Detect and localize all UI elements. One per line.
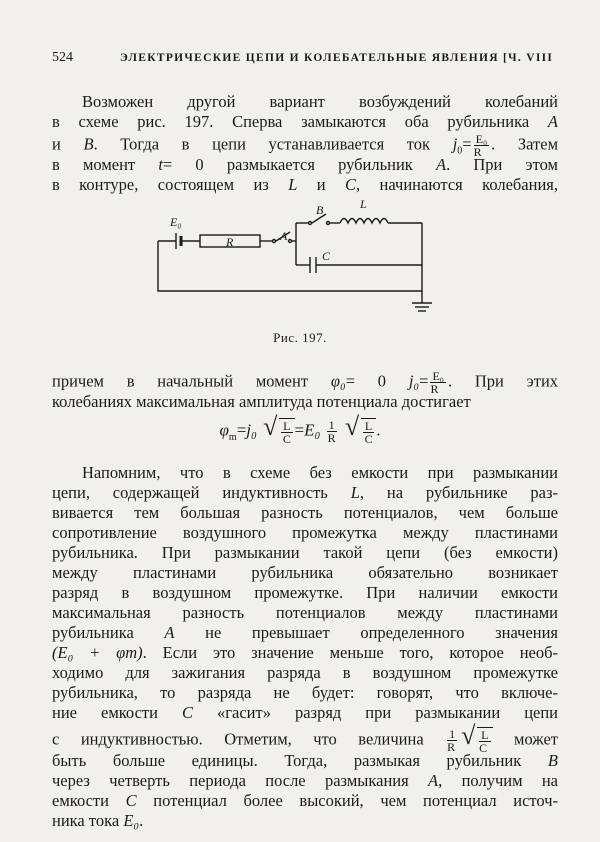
para1-line4: в момент t= 0 размыкается рубильник A. При этом: [52, 155, 558, 174]
page-number: 524: [52, 50, 73, 65]
para3-line12: рубильника, то разряда не будет: говорят, что включе-: [52, 683, 558, 702]
sqrt-L-over-C-inline: √ $\frac{L}{C}$: [461, 727, 492, 754]
fraction-E0-over-R-2: $\frac{\text{E₀}}{R}$: [430, 369, 444, 396]
para1-line2: в схеме рис. 197. Сперва замыкаются оба рубильника A: [52, 112, 558, 131]
para3-line8: максимальная разность потенциалов между пластинами: [52, 603, 558, 622]
para3-line3: вивается тем большая разность потенциалов, чем больше: [52, 503, 558, 522]
inductor-L: [340, 219, 388, 224]
label-B: B: [316, 203, 324, 217]
circuit-schematic: [150, 207, 450, 337]
para3-line13: ние емкости C «гасит» разряд при размыкании цепи: [52, 703, 559, 722]
para1-line3: и B. Тогда в цепи устанавливается ток $j_0=$ $\frac{\text{E₀}}{R}$ . Затем: [52, 132, 559, 159]
para3-line1: Напомним, что в схеме без емкости при размыкании: [82, 463, 558, 482]
fraction-1-over-R: $\frac{1}{R}$: [327, 418, 336, 445]
running-title: ЭЛЕКТРИЧЕСКИЕ ЦЕПИ И КОЛЕБАТЕЛЬНЫЕ ЯВЛЕНИЯ [Ч. VIII: [120, 52, 554, 64]
para3-line14: с индуктивностью. Отметим, что величина $\frac{1}{R}$ √ $\frac{L}{C}$ может: [52, 721, 558, 755]
left-and-bottom-wire: [158, 241, 422, 291]
para3-line5: рубильника. При размыкании такой цепи (без емкости): [52, 543, 558, 562]
circuit-diagram: [150, 197, 450, 337]
para2-line1: причем в начальный момент φ₀= 0 j₀= $\frac{\text{E₀}}{R}$ . При этих: [52, 369, 559, 396]
fraction-1-over-R-inline: $\frac{1}{R}$: [447, 727, 456, 754]
label-R: R: [226, 235, 234, 249]
para3-line17: емкости C потенциал более высокий, чем потенциал источ-: [52, 791, 558, 810]
fraction-E0-over-R: $\frac{\text{E₀}}{R}$: [473, 132, 488, 159]
para3-line9: рубильника A не превышает определенного значения: [52, 623, 559, 642]
para3-line6: между пластинами рубильника обязательно возникает: [52, 563, 558, 582]
para1-line1: Возможен другой вариант возбуждений колебаний: [82, 92, 558, 111]
para2-line2: колебаниях максимальная амплитуда потенциала достигает: [52, 392, 471, 411]
para3-line2: цепи, содержащей индуктивность L, на рубильнике раз-: [52, 483, 559, 502]
label-C: C: [322, 249, 331, 263]
figure-caption: Рис. 197.: [273, 330, 327, 345]
para3-line11: ходимо для зажигания разряда в воздушном промежутке: [52, 663, 558, 682]
label-E0: E₀: [170, 215, 182, 229]
switch-B-contact: [327, 222, 330, 225]
para3-line18: ника тока E₀.: [52, 811, 144, 830]
switch-A-contact: [273, 240, 276, 243]
label-L: L: [360, 197, 367, 211]
switch-B-contact: [309, 222, 312, 225]
para3-line15: быть больше единицы. Тогда, размыкая рубильник B: [52, 751, 559, 770]
para3-line4: сопротивление воздушного промежутка между пластинами: [52, 523, 558, 542]
para3-line10: (E₀ + φm). Если это значение меньше того, которое необ-: [52, 643, 558, 662]
para3-line7: разряд в воздушном промежутке. При наличии емкости: [52, 583, 558, 602]
label-A: A: [280, 229, 288, 243]
switch-A-contact: [289, 240, 292, 243]
para1-line5: в контуре, состоящем из L и C, начинаются колебания,: [52, 175, 559, 194]
para3-line16: через четверть периода после размыкания A, получим на: [52, 771, 559, 790]
sqrt-L-over-C: √ $\frac{L}{C}$: [263, 418, 294, 445]
display-formula: $\varphi_m=j_0$ √ $\frac{L}{C}$ =E₀ $\frac{1}{R}$ √ $\frac{L}{C}$ .: [219, 412, 381, 446]
page-header: [52, 50, 558, 70]
sqrt-L-over-C-2: √ $\frac{L}{C}$: [345, 418, 376, 445]
